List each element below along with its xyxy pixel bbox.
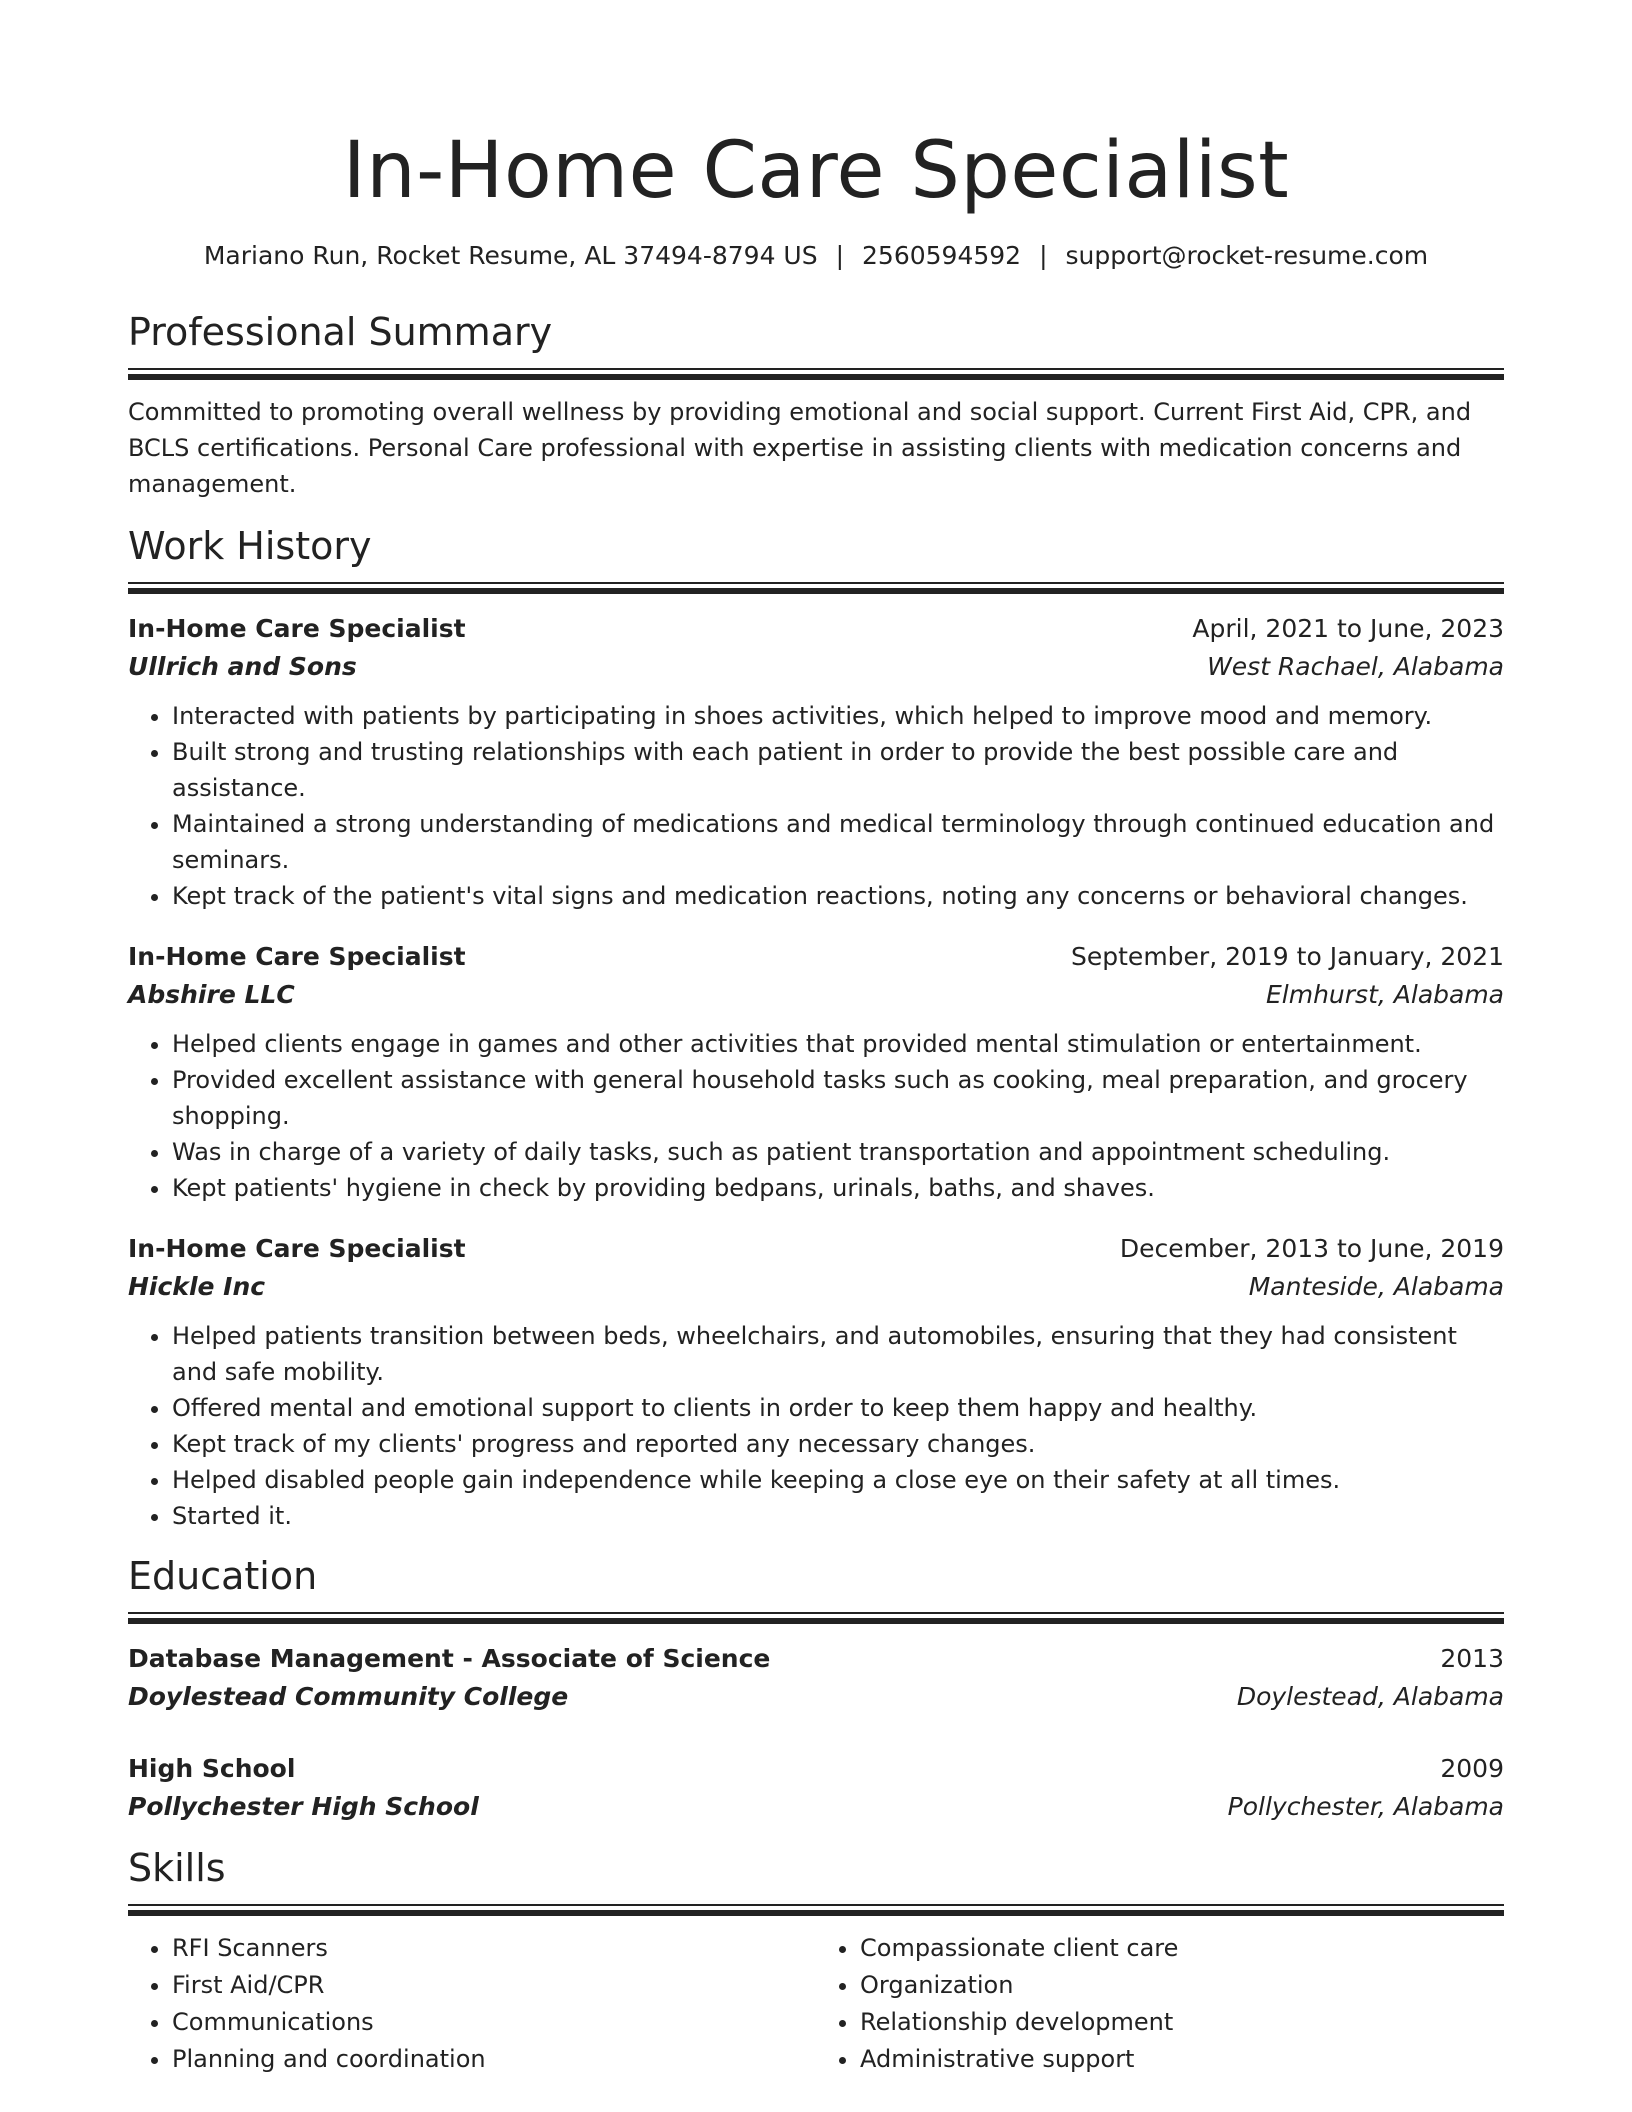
job-bullet: • Started it. xyxy=(172,1498,1504,1534)
job-company: Abshire LLC xyxy=(128,980,295,1009)
education-degree: High School xyxy=(128,1754,296,1783)
job-bullet: • Helped clients engage in games and other activities that provided mental stimulation or entertainment. xyxy=(172,1026,1504,1062)
skill-item: • RFI Scanners xyxy=(172,1930,816,1967)
job-entry xyxy=(128,1230,1504,1534)
job-bullet: • Provided excellent assistance with general household tasks such as cooking, meal preparation, and grocery shopping. xyxy=(172,1062,1504,1134)
job-bullet: • Offered mental and emotional support to clients in order to keep them happy and healthy. xyxy=(172,1390,1504,1426)
job-subheader xyxy=(128,648,1504,686)
job-entry xyxy=(128,938,1504,1206)
education-school: Doylestead Community College xyxy=(128,1682,569,1711)
education-degree: Database Management - Associate of Science xyxy=(128,1644,771,1673)
resume-page xyxy=(128,0,1504,2078)
contact-separator: | xyxy=(835,241,845,270)
education-entry xyxy=(128,1750,1504,1826)
education-year: 2013 xyxy=(1440,1644,1504,1673)
contact-address: Mariano Run, Rocket Resume, AL 37494-8794 US xyxy=(203,241,818,270)
skill-item: • Organization xyxy=(860,1967,1504,2004)
job-title: In-Home Care Specialist xyxy=(128,1234,466,1263)
job-company: Hickle Inc xyxy=(128,1272,266,1301)
skills-columns xyxy=(128,1930,1504,2078)
skills-list-left xyxy=(128,1930,816,2078)
job-company: Ullrich and Sons xyxy=(128,652,357,681)
job-title: In-Home Care Specialist xyxy=(128,942,466,971)
contact-email: support@rocket-resume.com xyxy=(1065,241,1429,270)
job-location: Manteside, Alabama xyxy=(1248,1272,1504,1301)
education-header xyxy=(128,1750,1504,1788)
contact-separator: | xyxy=(1039,241,1048,270)
section-title-skills: Skills xyxy=(128,1846,226,1890)
skills-section xyxy=(128,1846,1504,2078)
education-year: 2009 xyxy=(1440,1754,1504,1783)
job-location: West Rachael, Alabama xyxy=(1207,652,1504,681)
education-location: Doylestead, Alabama xyxy=(1236,1682,1504,1711)
section-divider xyxy=(128,1612,1504,1624)
job-bullet: • Helped patients transition between beds, wheelchairs, and automobiles, ensuring that they had consistent and safe mobility. xyxy=(172,1318,1504,1390)
job-bullet: • Helped disabled people gain independence while keeping a close eye on their safety at all times. xyxy=(172,1462,1504,1498)
job-subheader xyxy=(128,1268,1504,1306)
job-bullets xyxy=(128,1318,1504,1534)
contact-line xyxy=(128,240,1504,272)
summary-text: Committed to promoting overall wellness by providing emotional and social support. Current First Aid, CPR, and BCLS certifications. Personal Care professional with expertise in assisting clients with medication concerns and management. xyxy=(128,398,1472,498)
job-header xyxy=(128,938,1504,976)
job-bullet: • Was in charge of a variety of daily tasks, such as patient transportation and appointment scheduling. xyxy=(172,1134,1504,1170)
skill-item: • Communications xyxy=(172,2004,816,2041)
job-dates: September, 2019 to January, 2021 xyxy=(1071,942,1504,971)
job-bullets xyxy=(128,1026,1504,1206)
job-bullet: • Built strong and trusting relationships with each patient in order to provide the best possible care and assistance. xyxy=(172,734,1504,806)
job-title: In-Home Care Specialist xyxy=(128,614,466,643)
section-divider xyxy=(128,1904,1504,1916)
section-divider xyxy=(128,368,1504,380)
skills-list-right xyxy=(816,1930,1504,2078)
section-title-education: Education xyxy=(128,1554,318,1598)
job-dates: April, 2021 to June, 2023 xyxy=(1192,614,1504,643)
job-entry xyxy=(128,610,1504,914)
skill-item: • Compassionate client care xyxy=(860,1930,1504,1967)
job-location: Elmhurst, Alabama xyxy=(1265,980,1504,1009)
education-header xyxy=(128,1640,1504,1678)
job-header xyxy=(128,610,1504,648)
education-location: Pollychester, Alabama xyxy=(1227,1792,1504,1821)
skill-item: • First Aid/CPR xyxy=(172,1967,816,2004)
summary-section xyxy=(128,310,1504,502)
job-bullet: • Kept track of my clients' progress and reported any necessary changes. xyxy=(172,1426,1504,1462)
job-subheader xyxy=(128,976,1504,1014)
education-subheader xyxy=(128,1788,1504,1826)
section-divider xyxy=(128,582,1504,594)
job-bullets xyxy=(128,698,1504,914)
contact-phone: 2560594592 xyxy=(862,241,1022,270)
resume-name: In-Home Care Specialist xyxy=(342,126,1290,216)
job-bullet: • Kept patients' hygiene in check by providing bedpans, urinals, baths, and shaves. xyxy=(172,1170,1504,1206)
education-section xyxy=(128,1554,1504,1826)
job-header xyxy=(128,1230,1504,1268)
job-bullet: • Maintained a strong understanding of medications and medical terminology through continued education and seminars. xyxy=(172,806,1504,878)
job-dates: December, 2013 to June, 2019 xyxy=(1119,1234,1504,1263)
job-bullet: • Kept track of the patient's vital signs and medication reactions, noting any concerns or behavioral changes. xyxy=(172,878,1504,914)
job-bullet: • Interacted with patients by participating in shoes activities, which helped to improve mood and memory. xyxy=(172,698,1504,734)
education-school: Pollychester High School xyxy=(128,1792,479,1821)
skill-item: • Planning and coordination xyxy=(172,2041,816,2078)
skill-item: • Relationship development xyxy=(860,2004,1504,2041)
education-entry xyxy=(128,1640,1504,1716)
section-title-work: Work History xyxy=(128,524,372,568)
section-title-summary: Professional Summary xyxy=(128,310,553,354)
work-section xyxy=(128,524,1504,1534)
education-subheader xyxy=(128,1678,1504,1716)
skill-item: • Administrative support xyxy=(860,2041,1504,2078)
